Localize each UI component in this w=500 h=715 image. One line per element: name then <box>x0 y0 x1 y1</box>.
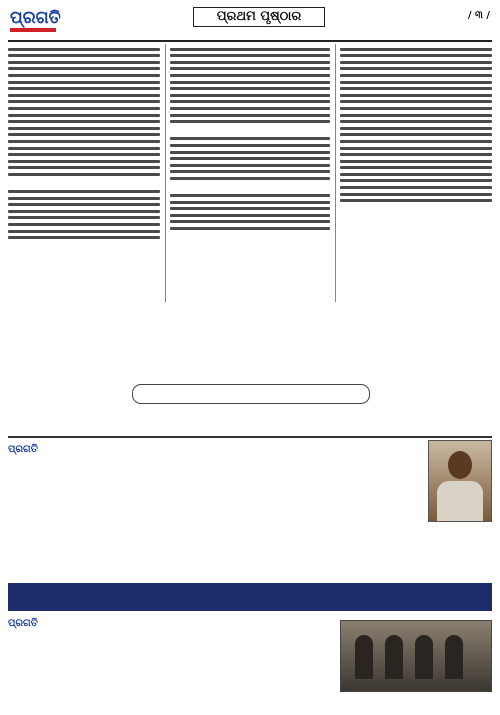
bottom-text-columns <box>8 614 492 710</box>
logo-underline <box>10 28 56 32</box>
column-3 <box>340 44 492 302</box>
column-divider <box>165 44 166 302</box>
newspaper-logo-small: ପ୍ରଗତି <box>8 618 38 629</box>
portrait-photo <box>428 440 492 522</box>
meeting-photo <box>340 620 492 692</box>
column-2 <box>170 44 330 302</box>
lower-text-columns <box>8 440 492 580</box>
newspaper-logo-small: ପ୍ରଗତି <box>8 444 38 455</box>
top-text-columns <box>8 44 492 304</box>
masthead <box>8 6 492 42</box>
story-subhead <box>132 384 370 404</box>
column-1 <box>8 44 160 302</box>
story-headline <box>8 404 492 438</box>
bottom-headline <box>8 583 492 611</box>
page-number: / ୩ / <box>467 10 490 21</box>
newspaper-logo: ପ୍ରଗତି <box>10 8 61 28</box>
section-title: ପ୍ରଥମ ପୃଷ୍ଠାର <box>193 7 325 27</box>
column-divider <box>335 44 336 302</box>
